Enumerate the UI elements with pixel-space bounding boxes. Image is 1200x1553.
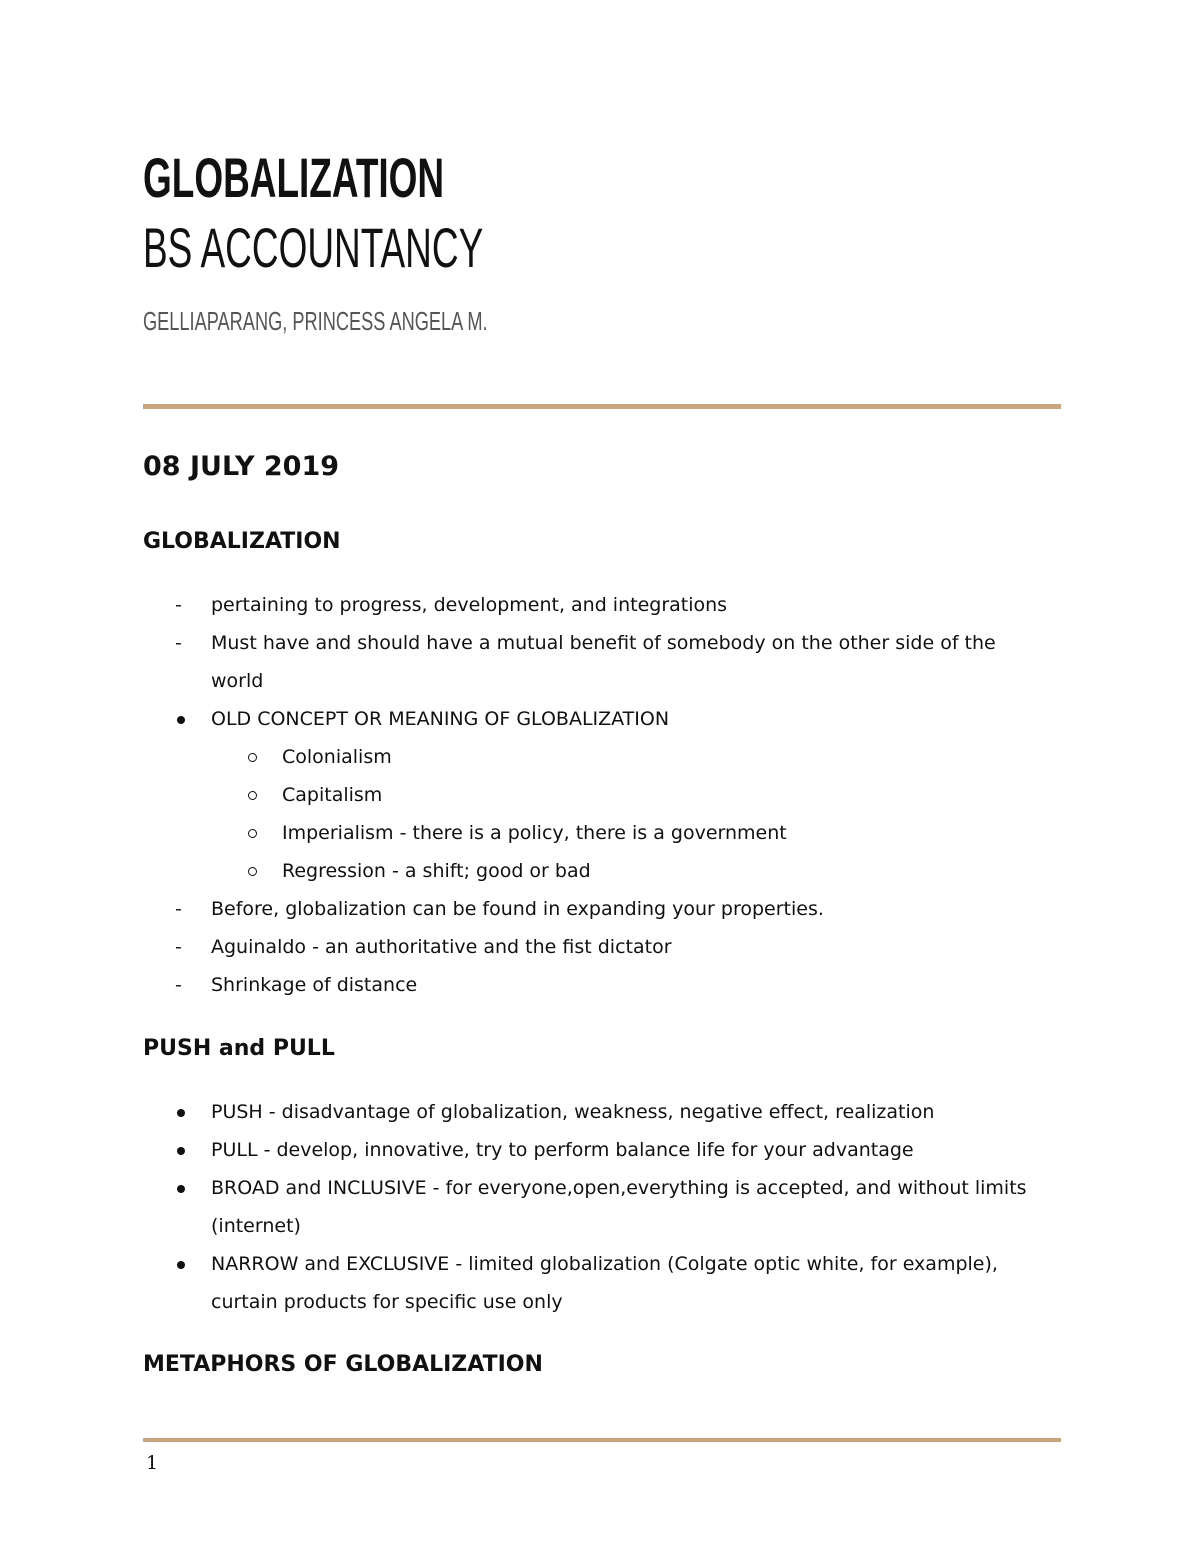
dash-marker: - [175,936,182,958]
list-item: - Aguinaldo - an authoritative and the fist dictator [143,928,1053,966]
dash-marker: - [175,594,182,616]
list-item: OLD CONCEPT OR MEANING OF GLOBALIZATION [211,708,670,730]
date-heading: 08 JULY 2019 [143,451,340,482]
sub-list-item: Imperialism - there is a policy, there is a government [282,822,787,844]
push-pull-list [143,1093,1053,1321]
section-heading-push-pull: PUSH and PULL [143,1036,335,1061]
sub-list-item: Regression - a shift; good or bad [282,860,591,882]
section-heading-globalization: GLOBALIZATION [143,529,341,554]
list-item: - Shrinkage of distance [143,966,1053,1004]
dash-marker: - [175,974,182,996]
globalization-list [143,586,1053,1004]
list-item: PULL - develop, innovative, try to perform balance life for your advantage [211,1139,914,1161]
list-item: - pertaining to progress, development, and integrations [143,586,1053,624]
page-number: 1 [146,1452,159,1474]
list-item: BROAD and INCLUSIVE - for everyone,open,everything is accepted, and without limits (internet) [211,1177,1027,1237]
dash-marker: - [175,632,182,654]
document-title: GLOBALIZATION [143,146,445,209]
list-item: NARROW and EXCLUSIVE - limited globalization (Colgate optic white, for example), curtain products for specific use only [211,1253,998,1313]
sub-list-item: Capitalism [282,784,383,806]
list-item: PUSH - disadvantage of globalization, weakness, negative effect, realization [211,1101,935,1123]
sub-list-item: Colonialism [282,746,392,768]
document-subtitle: BS ACCOUNTANCY [143,216,484,279]
list-item: - Must have and should have a mutual benefit of somebody on the other side of the world [143,624,1053,700]
section-heading-metaphors: METAPHORS OF GLOBALIZATION [143,1352,543,1377]
footer-divider [143,1438,1061,1442]
top-divider [143,404,1061,409]
list-item: - Before, globalization can be found in expanding your properties. [143,890,1053,928]
author-name: GELLIAPARANG, PRINCESS ANGELA M. [143,306,488,336]
dash-marker: - [175,898,182,920]
